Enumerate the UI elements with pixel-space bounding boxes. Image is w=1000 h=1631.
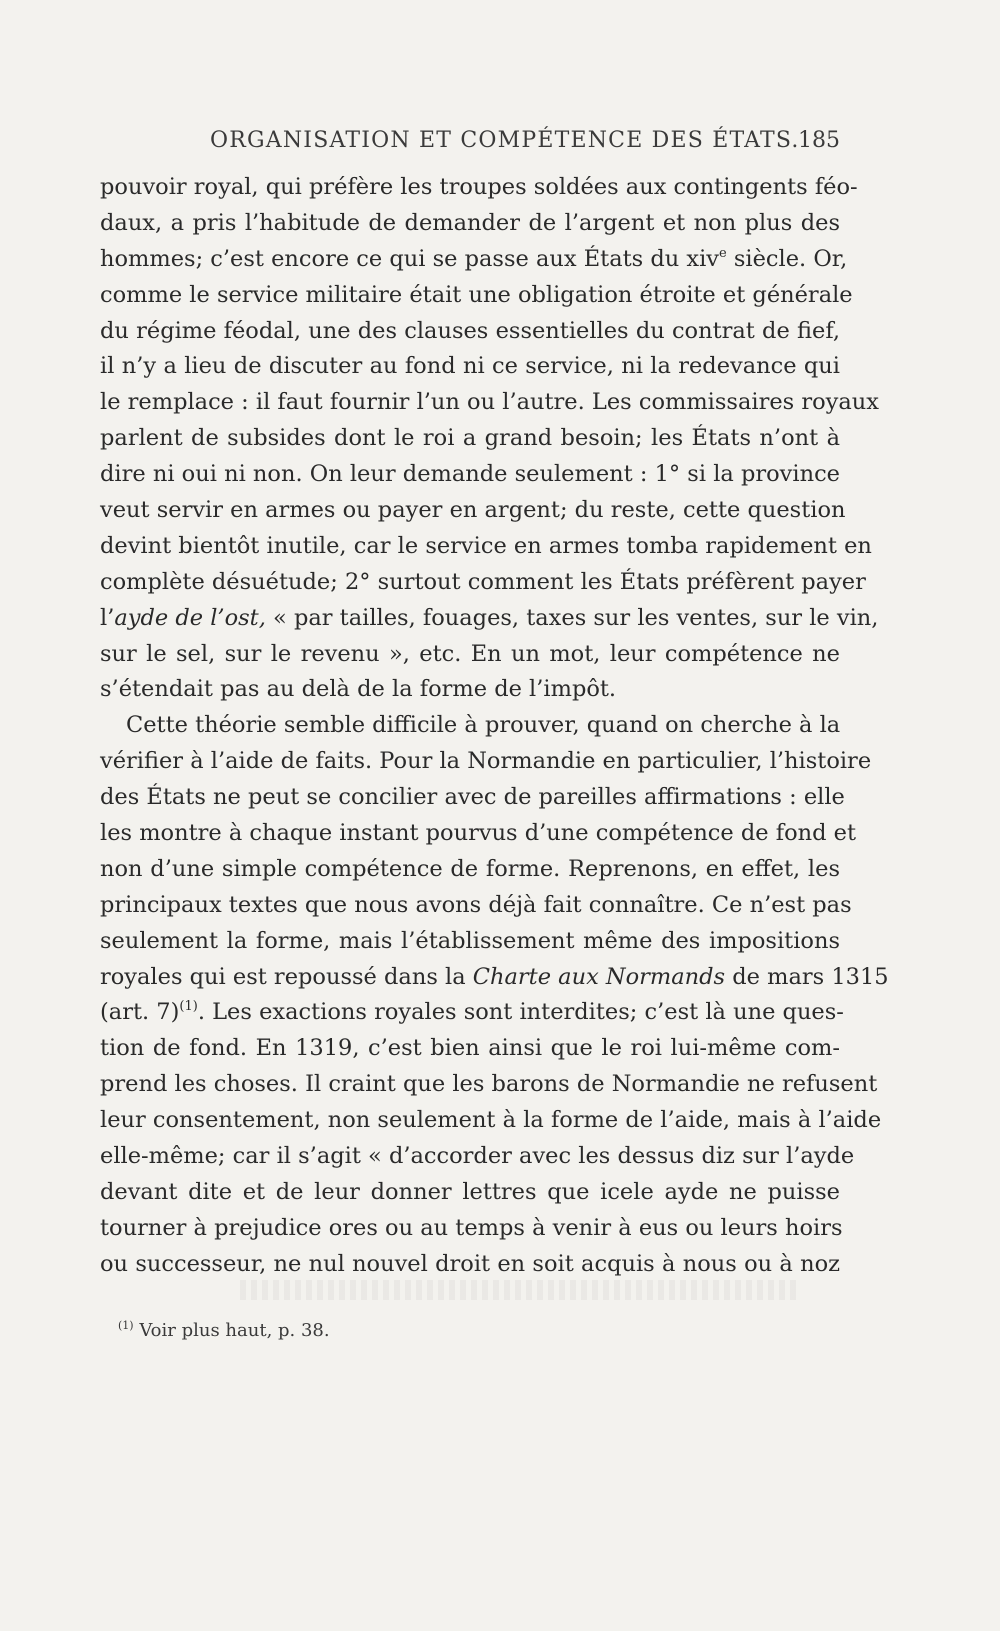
- text-line: [100, 960, 889, 996]
- text-line: le remplace : il faut fournir l’un ou l’autre. Les commissaires royaux: [100, 389, 879, 416]
- running-head: [100, 128, 840, 158]
- text-line: daux, a pris l’habitude de demander de l’argent et non plus des: [100, 209, 840, 236]
- text-line: complète désuétude; 2° surtout comment les États préfèrent payer: [100, 568, 866, 595]
- text-segment: l’: [100, 604, 115, 631]
- footnote: [118, 1320, 330, 1341]
- text-line: leur consentement, non seulement à la forme de l’aide, mais à l’aide: [100, 1107, 882, 1134]
- text-line: principaux textes que nous avons déjà fait connaître. Ce n’est pas: [100, 891, 852, 918]
- text-line: les montre à chaque instant pourvus d’une compétence de fond et: [100, 820, 857, 847]
- text-line: prend les choses. Il craint que les barons de Normandie ne refusent: [100, 1071, 878, 1098]
- text-line: vérifier à l’aide de faits. Pour la Normandie en particulier, l’histoire: [100, 748, 872, 775]
- text-line: sur le sel, sur le revenu », etc. En un mot, leur compétence ne: [100, 640, 840, 667]
- text-line: des États ne peut se concilier avec de pareilles affirmations : elle: [100, 784, 845, 811]
- text-segment: royales qui est repoussé dans la: [100, 963, 473, 990]
- text-segment: siècle. Or,: [726, 245, 848, 272]
- text-line: devint bientôt inutile, car le service en armes tomba rapidement en: [100, 532, 872, 559]
- text-line: parlent de subsides dont le roi a grand besoin; les États n’ont à: [100, 425, 840, 452]
- text-line: dire ni oui ni non. On leur demande seulement : 1° si la province: [100, 461, 840, 488]
- text-line: elle-même; car il s’agit « d’accorder avec les dessus diz sur l’ayde: [100, 1143, 855, 1170]
- text-line: devant dite et de leur donner lettres que icele ayde ne puisse: [100, 1178, 840, 1205]
- text-segment: hommes; c’est encore ce qui se passe aux États du xiv: [100, 245, 720, 272]
- page-number: 185: [798, 128, 840, 153]
- text-line: ou successeur, ne nul nouvel droit en soit acquis à nous ou à noz: [100, 1250, 840, 1277]
- text-line: comme le service militaire était une obligation étroite et générale: [100, 281, 853, 308]
- text-line: tourner à prejudice ores ou au temps à venir à eus ou leurs hoirs: [100, 1214, 843, 1241]
- body-text: [100, 170, 889, 1283]
- footnote-marker: (1): [118, 1319, 134, 1332]
- text-line: s’étendait pas au delà de la forme de l’impôt.: [100, 676, 617, 703]
- superscript: e: [719, 245, 727, 261]
- text-line: veut servir en armes ou payer en argent; du reste, cette question: [100, 497, 846, 524]
- text-segment: de mars 1315: [725, 963, 889, 990]
- text-line: il n’y a lieu de discuter au fond ni ce service, ni la redevance qui: [100, 353, 840, 380]
- footnote-text: Voir plus haut, p. 38.: [133, 1320, 330, 1341]
- text-segment: . Les exactions royales sont interdites; c’est là une ques-: [197, 999, 844, 1026]
- text-segment: « par tailles, fouages, taxes sur les ventes, sur le vin,: [265, 604, 879, 631]
- text-line: [100, 242, 848, 278]
- italic-phrase: ayde de l’ost,: [114, 604, 266, 631]
- text-line: du régime féodal, une des clauses essentielles du contrat de fief,: [100, 317, 840, 344]
- text-line: pouvoir royal, qui préfère les troupes soldées aux contingents féo-: [100, 174, 858, 200]
- running-title: ORGANISATION ET COMPÉTENCE DES ÉTATS.: [210, 128, 800, 153]
- text-line: non d’une simple compétence de forme. Reprenons, en effet, les: [100, 855, 840, 882]
- text-line: tion de fond. En 1319, c’est bien ainsi que le roi lui-même com-: [100, 1035, 840, 1062]
- footnote-reference[interactable]: (1): [179, 999, 198, 1015]
- text-line: seulement la forme, mais l’établissement même des impositions: [100, 927, 840, 954]
- italic-phrase: Charte aux Normands: [472, 963, 726, 990]
- text-line: Cette théorie semble difficile à prouver, quand on cherche à la: [126, 712, 841, 739]
- text-line: [100, 995, 844, 1031]
- text-line: [100, 601, 879, 637]
- show-through-texture: [240, 1280, 800, 1300]
- text-segment: (art. 7): [100, 999, 180, 1026]
